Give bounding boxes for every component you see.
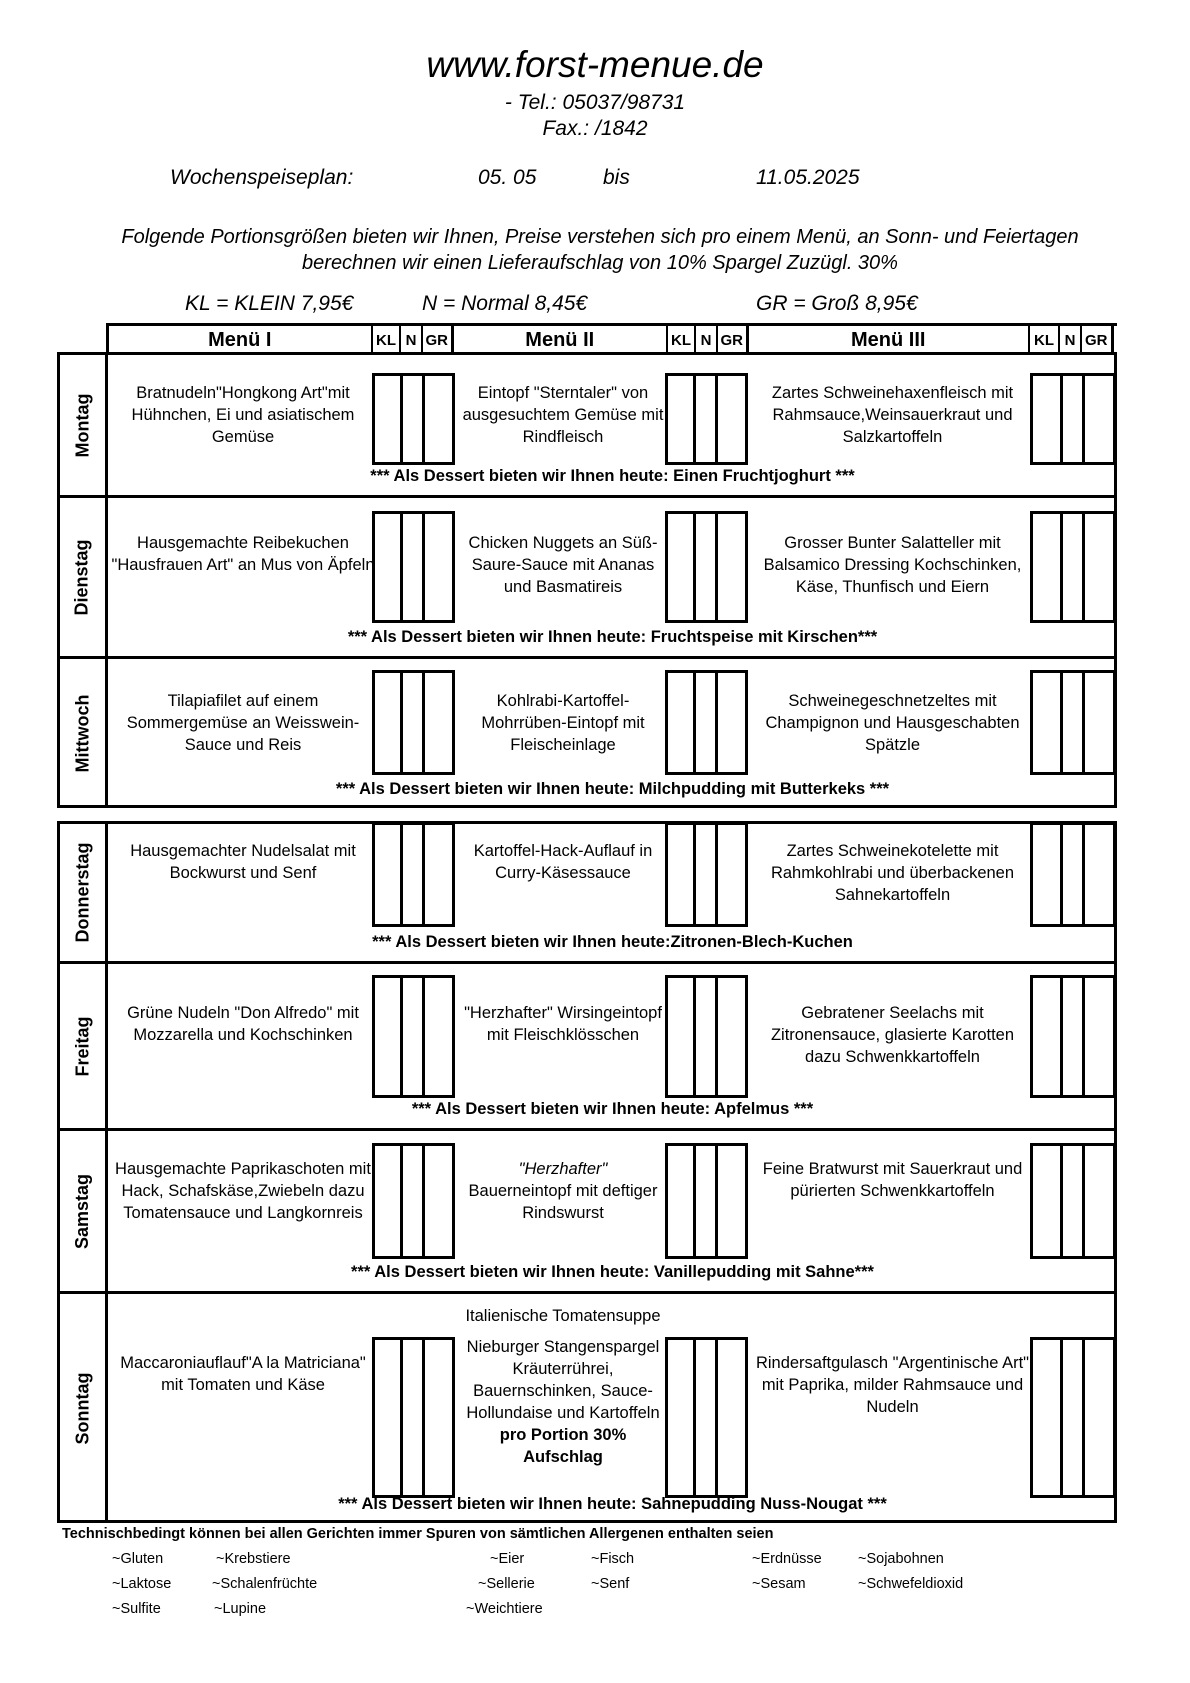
allergen-item: ~Sesam [752, 1576, 806, 1592]
menu2-dish-text: Bauerneintopf mit deftiger Rindswurst [468, 1182, 658, 1222]
allergen-item: ~Senf [591, 1576, 630, 1592]
dessert-line: *** Als Dessert bieten wir Ihnen heute: Vanillepudding mit Sahne*** [351, 1263, 874, 1281]
allergen-item: ~Laktose [112, 1576, 172, 1592]
size-checkbox[interactable] [715, 1337, 748, 1498]
menu2-dish: Kohlrabi-Kartoffel-Mohrrüben-Eintopf mit Fleischeinlage [481, 692, 645, 754]
menu2-dish-italic: "Herzhafter" [518, 1160, 608, 1178]
day-label: Dienstag [72, 538, 92, 616]
intro-text: Folgende Portionsgrößen bieten wir Ihnen, Preise verstehen sich pro einem Menü, an Sonn- und Feiertagen berechnen wir einen Lieferaufschlag von 10% Spargel Zuzügl. 30% [121, 226, 1079, 274]
n-header: N [400, 325, 422, 355]
dessert-line: *** Als Dessert bieten wir Ihnen heute: Einen Fruchtjoghurt *** [370, 467, 855, 485]
price-gr: GR = Groß 8,95€ [756, 292, 918, 315]
surcharge-note: pro Portion 30% Aufschlag [499, 1426, 627, 1466]
menu2-dish [455, 1336, 671, 1468]
allergen-item: ~Krebstiere [216, 1551, 291, 1567]
menu2-dish-text: Nieburger Stangenspargel Kräuterrührei, Bauernschinken, Sauce-Hollundaise und Kartoffeln [466, 1338, 660, 1422]
size-checkbox[interactable] [422, 373, 455, 465]
menu1-dish: Bratnudeln"Hongkong Art"mit Hühnchen, Ei und asiatischem Gemüse [131, 384, 355, 446]
size-checkbox[interactable] [422, 975, 455, 1098]
size-checkbox[interactable] [1082, 975, 1116, 1098]
row-top-rule [108, 1291, 1117, 1294]
gr-header: GR [717, 325, 747, 355]
menu2-dish: "Herzhafter" Wirsingeintopf mit Fleischklösschen [464, 1004, 662, 1044]
size-checkbox[interactable] [422, 1337, 455, 1498]
header-top-rule [108, 323, 1117, 326]
dessert-line: *** Als Dessert bieten wir Ihnen heute: Milchpudding mit Butterkeks *** [335, 780, 890, 798]
day-cell [57, 821, 108, 961]
table-bottom-rule [57, 1520, 1117, 1523]
menu2-dish [455, 1158, 671, 1224]
day-cell [57, 352, 108, 495]
size-checkbox[interactable] [715, 511, 748, 623]
header-row [57, 325, 1112, 355]
allergen-item: ~Erdnüsse [752, 1551, 822, 1567]
day-label: Sonntag [72, 1372, 92, 1445]
menu1-header: Menü I [107, 325, 372, 355]
menu1-dish: Hausgemachte Reibekuchen "Hausfrauen Art" an Mus von Äpfeln [111, 534, 375, 574]
size-checkbox[interactable] [422, 822, 455, 927]
day-cell [57, 1128, 108, 1291]
day-label: Freitag [72, 1015, 93, 1077]
block-top-rule [57, 821, 1117, 824]
menu2-dish: Chicken Nuggets an Süß-Saure-Sauce mit Ananas und Basmatireis [468, 534, 658, 596]
day-cell [57, 495, 108, 656]
row-top-rule [108, 495, 1117, 498]
block-bottom-rule [57, 805, 1117, 808]
day-label: Donnerstag [72, 842, 93, 943]
allergen-item: ~Weichtiere [466, 1601, 543, 1617]
allergen-item: ~Sulfite [112, 1601, 161, 1617]
size-checkbox[interactable] [715, 670, 748, 775]
size-checkbox[interactable] [1082, 1337, 1116, 1498]
kl-header: KL [1029, 325, 1059, 355]
menu3-dish: Feine Bratwurst mit Sauerkraut und pürierten Schwenkkartoffeln [762, 1160, 1023, 1200]
row-top-rule [108, 352, 1117, 355]
kl-header: KL [667, 325, 695, 355]
day-label: Montag [72, 393, 93, 457]
dessert-line: *** Als Dessert bieten wir Ihnen heute: Apfelmus *** [411, 1100, 814, 1118]
size-checkbox[interactable] [422, 670, 455, 775]
allergen-item: ~Sellerie [478, 1576, 535, 1592]
menu2-soup: Italienische Tomatensuppe [465, 1307, 661, 1325]
kl-header: KL [372, 325, 400, 355]
size-checkbox[interactable] [1082, 1143, 1116, 1259]
size-checkbox[interactable] [1082, 670, 1116, 775]
gr-header: GR [422, 325, 452, 355]
menu2-dish: Kartoffel-Hack-Auflauf in Curry-Käsessauce [473, 842, 653, 882]
allergen-item: ~Schalenfrüchte [212, 1576, 318, 1592]
dessert-line: *** Als Dessert bieten wir Ihnen heute: Fruchtspeise mit Kirschen*** [347, 628, 878, 646]
menu3-dish: Schweinegeschnetzeltes mit Champignon und Hausgeschabten Spätzle [765, 692, 1020, 754]
size-checkbox[interactable] [715, 822, 748, 927]
n-header: N [695, 325, 717, 355]
price-kl: KL = KLEIN 7,95€ [185, 292, 354, 315]
gr-header: GR [1081, 325, 1112, 355]
allergen-item: ~Schwefeldioxid [858, 1576, 964, 1592]
day-cell [57, 656, 108, 808]
size-checkbox[interactable] [1082, 511, 1116, 623]
menu1-dish: Hausgemachte Paprikaschoten mit Hack, Schafskäse,Zwiebeln dazu Tomatensauce und Langkornreis [115, 1160, 371, 1222]
dessert-line: *** Als Dessert bieten wir Ihnen heute: Sahnepudding Nuss-Nougat *** [338, 1495, 887, 1513]
menu3-dish: Gebratener Seelachs mit Zitronensauce, glasierte Karotten dazu Schwenkkartoffeln [770, 1004, 1015, 1066]
week-label: Wochenspeiseplan: [170, 166, 354, 189]
allergen-note: Technischbedingt können bei allen Gerichten immer Spuren von sämtlichen Allergenen enthalten seien [62, 1526, 774, 1542]
size-checkbox[interactable] [422, 511, 455, 623]
n-header: N [1059, 325, 1081, 355]
fax: Fax.: /1842 [542, 117, 648, 140]
size-checkbox[interactable] [715, 1143, 748, 1259]
size-checkbox[interactable] [1082, 373, 1116, 465]
size-checkbox[interactable] [715, 373, 748, 465]
menu1-dish: Grüne Nudeln "Don Alfredo" mit Mozzarella und Kochschinken [127, 1004, 359, 1044]
week-to: 11.05.2025 [756, 166, 860, 189]
allergen-item: ~Gluten [112, 1551, 164, 1567]
menu3-dish: Zartes Schweinehaxenfleisch mit Rahmsauce,Weinsauerkraut und Salzkartoffeln [771, 384, 1014, 446]
size-checkbox[interactable] [715, 975, 748, 1098]
week-to-label: bis [603, 166, 630, 189]
allergen-item: ~Eier [490, 1551, 525, 1567]
allergen-item: ~Sojabohnen [858, 1551, 944, 1567]
menu3-dish: Grosser Bunter Salatteller mit Balsamico Dressing Kochschinken, Käse, Thunfisch und Eiern [763, 534, 1022, 596]
size-checkbox[interactable] [422, 1143, 455, 1259]
day-cell [57, 1291, 108, 1523]
menu3-header: Menü III [747, 325, 1029, 355]
menu1-dish: Maccaroniauflauf"A la Matriciana" mit Tomaten und Käse [120, 1354, 366, 1394]
row-top-rule [108, 1128, 1117, 1131]
dessert-line: *** Als Dessert bieten wir Ihnen heute:Zitronen-Blech-Kuchen [372, 933, 853, 951]
allergen-item: ~Fisch [591, 1551, 635, 1567]
telephone: - Tel.: 05037/98731 [504, 91, 686, 114]
allergen-item: ~Lupine [214, 1601, 267, 1617]
week-from: 05. 05 [478, 166, 537, 189]
day-label: Mittwoch [72, 694, 92, 773]
menu3-dish: Zartes Schweinekotelette mit Rahmkohlrabi und überbackenen Sahnekartoffeln [770, 842, 1015, 904]
menu2-dish: Eintopf "Sterntaler" von ausgesuchtem Gemüse mit Rindfleisch [462, 384, 664, 446]
day-label: Samstag [72, 1173, 93, 1249]
row-top-rule [108, 961, 1117, 964]
row-top-rule [108, 656, 1117, 659]
menu1-dish: Hausgemachter Nudelsalat mit Bockwurst und Senf [130, 842, 356, 882]
website-title: www.forst-menue.de [426, 44, 764, 85]
menu1-dish: Tilapiafilet auf einem Sommergemüse an Weisswein-Sauce und Reis [126, 692, 360, 754]
menu2-header: Menü II [452, 325, 667, 355]
menu-table [57, 323, 1114, 354]
price-n: N = Normal 8,45€ [422, 292, 588, 315]
size-checkbox[interactable] [1082, 822, 1116, 927]
day-cell [57, 961, 108, 1128]
menu3-dish: Rindersaftgulasch "Argentinische Art" mit Paprika, milder Rahmsauce und Nudeln [755, 1354, 1030, 1416]
